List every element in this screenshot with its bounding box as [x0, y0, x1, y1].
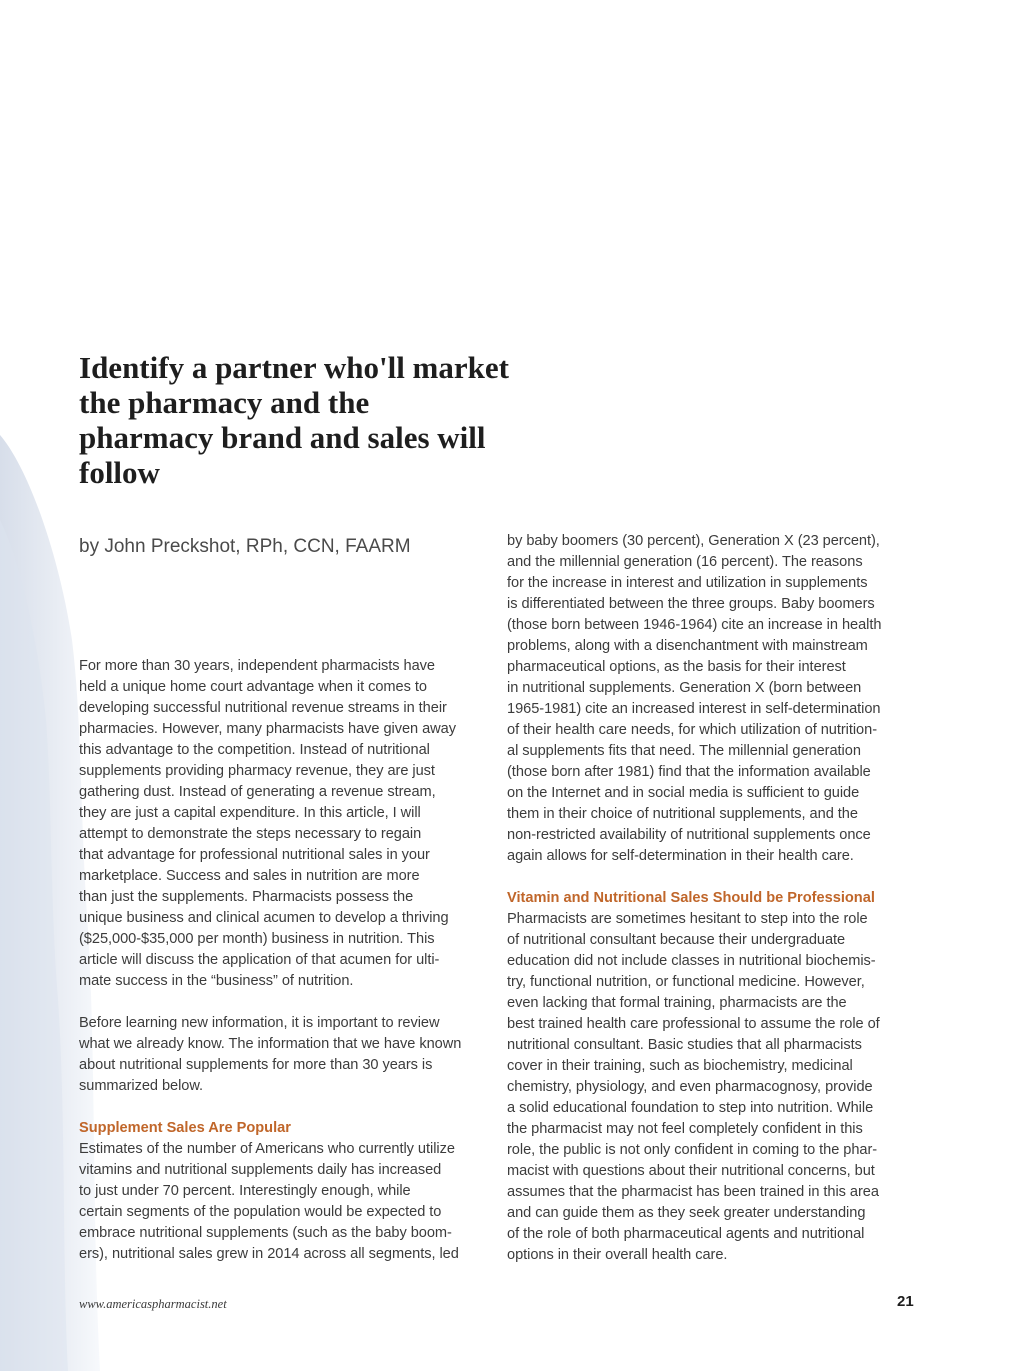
review-paragraph: Before learning new information, it is important to review what we already know. The information that we have known about nutritional supplements for more than 30 years is summarized below. [79, 1015, 462, 1094]
article-title: Identify a partner who'll market the pharmacy and the pharmacy brand and sales will follow [79, 350, 509, 490]
generations-paragraph: by baby boomers (30 percent), Generation X (23 percent), and the millennial generation (16 percent). The reasons for the increase in interest and utilization in supplements is differentiated between the three groups. Baby boomers (those born between 1946-1964) cite an increase in health problems, along with a disenchantment with mainstream pharmaceutical options, as the basis for their interest in nutritional supplements. Generation X (born between 1965-1981) cite an increased interest in self-determination of their health care needs, for which utilization of nutrition- al supplements fits that need. The millennial generation (those born after 1981) find that the information available on the Internet and in social media is sufficient to guide them in their choice of nutritional supplements, and the non-restricted availability of nutritional supplements once again allows for self-determination in their health care. [507, 533, 882, 864]
footer-website-url: www.americaspharmacist.net [79, 1297, 227, 1311]
section-heading-professional-sales: Vitamin and Nutritional Sales Should be Professional [507, 890, 875, 906]
article-byline: by John Preckshot, RPh, CCN, FAARM [79, 536, 411, 557]
professional-sales-paragraph: Pharmacists are sometimes hesitant to step into the role of nutritional consultant because their undergraduate education did not include classes in nutritional biochemis- try, functional nutrition, or functional medicine. However, even lacking that formal training, pharmacists are the best trained health care professional to assume the role of nutritional consultant. Basic studies that all pharmacists cover in their training, such as biochemistry, medicinal chemistry, physiology, and even pharmacognosy, provide a solid educational foundation to step into nutrition. While the pharmacist may not feel completely confident in this role, the public is not only confident in coming to the phar- macist with questions about their nutritional concerns, but assumes that the pharmacist has been trained in this area and can guide them as they seek greater understanding of the role of both pharmaceutical agents and nutritional options in their overall health care. [507, 911, 880, 1263]
right-column [507, 531, 927, 1287]
left-column [79, 656, 494, 1286]
supplement-sales-paragraph: Estimates of the number of Americans who currently utilize vitamins and nutritional supplements daily has increased to just under 70 percent. Interestingly enough, while certain segments of the population would be expected to embrace nutritional supplements (such as the baby boom- ers), nutritional sales grew in 2014 across all segments, led [79, 1141, 459, 1262]
intro-paragraph: For more than 30 years, independent pharmacists have held a unique home court advantage when it comes to developing successful nutritional revenue streams in their pharmacies. However, many pharmacists have given away this advantage to the competition. Instead of nutritional supplements providing pharmacy revenue, they are just gathering dust. Instead of generating a revenue stream, they are just a capital expenditure. In this article, I will attempt to demonstrate the steps necessary to regain that advantage for professional nutritional sales in your marketplace. Success and sales in nutrition are more than just the supplements. Pharmacists possess the unique business and clinical acumen to develop a thriving ($25,000-$35,000 per month) business in nutrition. This article will discuss the application of that acumen for ulti- mate success in the “business” of nutrition. [79, 658, 456, 989]
page-number: 21 [897, 1293, 914, 1310]
section-heading-supplement-sales: Supplement Sales Are Popular [79, 1120, 291, 1136]
